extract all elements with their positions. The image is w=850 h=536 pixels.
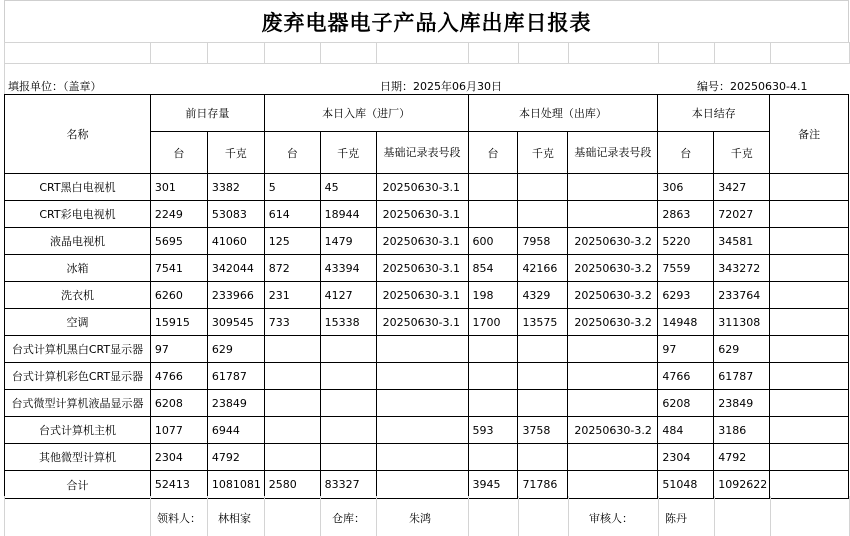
prev-units-cell: 4766: [150, 363, 207, 390]
out-kg-cell: 71786: [518, 471, 568, 499]
prev-units-cell: 6260: [150, 282, 207, 309]
in-kg-cell: 83327: [320, 471, 376, 499]
out-units-cell: [468, 390, 518, 417]
in-units-cell: 231: [264, 282, 320, 309]
out-kg-cell: 4329: [518, 282, 568, 309]
bal-units-cell: 7559: [658, 255, 714, 282]
in-units-cell: 733: [264, 309, 320, 336]
note-cell: [770, 201, 849, 228]
note-cell: [770, 444, 849, 471]
product-name-cell: 台式微型计算机液晶显示器: [5, 390, 151, 417]
out-ref-cell: [568, 336, 658, 363]
out-ref-cell: 20250630-3.2: [568, 228, 658, 255]
header-out-kg: 千克: [518, 132, 568, 174]
header-outbound: 本日处理（出库）: [468, 95, 658, 132]
in-units-cell: 2580: [264, 471, 320, 499]
bal-kg-cell: 3427: [714, 174, 770, 201]
bal-kg-cell: 34581: [714, 228, 770, 255]
prev-kg-cell: 53083: [207, 201, 264, 228]
header-out-ref: 基础记录表号段: [568, 132, 658, 174]
out-ref-cell: [568, 363, 658, 390]
product-name-cell: 台式计算机彩色CRT显示器: [5, 363, 151, 390]
bal-units-cell: 4766: [658, 363, 714, 390]
warehouse-label: 仓库：: [332, 512, 365, 525]
out-ref-cell: 20250630-3.2: [568, 309, 658, 336]
product-name-cell: 液晶电视机: [5, 228, 151, 255]
table-row: [5, 309, 849, 336]
in-ref-cell: 20250630-3.1: [376, 228, 468, 255]
out-ref-cell: [568, 174, 658, 201]
bal-units-cell: 6208: [658, 390, 714, 417]
bal-kg-cell: 629: [714, 336, 770, 363]
out-kg-cell: 7958: [518, 228, 568, 255]
note-cell: [770, 255, 849, 282]
receiver-name: 林相家: [218, 512, 251, 525]
bal-units-cell: 5220: [658, 228, 714, 255]
out-kg-cell: [518, 363, 568, 390]
out-kg-cell: [518, 390, 568, 417]
product-name-cell: CRT彩电电视机: [5, 201, 151, 228]
in-ref-cell: [376, 471, 468, 499]
in-ref-cell: 20250630-3.1: [376, 282, 468, 309]
note-cell: [770, 390, 849, 417]
prev-kg-cell: 41060: [207, 228, 264, 255]
in-kg-cell: 4127: [320, 282, 376, 309]
table-row: [5, 201, 849, 228]
prev-units-cell: 6208: [150, 390, 207, 417]
table-row: [5, 444, 849, 471]
prev-units-cell: 301: [150, 174, 207, 201]
total-row: [5, 471, 849, 499]
bal-kg-cell: 61787: [714, 363, 770, 390]
in-units-cell: [264, 417, 320, 444]
out-kg-cell: 42166: [518, 255, 568, 282]
out-units-cell: [468, 174, 518, 201]
header-note: 备注: [770, 95, 849, 174]
in-kg-cell: 45: [320, 174, 376, 201]
header-in-ref: 基础记录表号段: [376, 132, 468, 174]
in-ref-cell: [376, 444, 468, 471]
in-kg-cell: 1479: [320, 228, 376, 255]
note-cell: [770, 309, 849, 336]
in-kg-cell: 15338: [320, 309, 376, 336]
bal-units-cell: 97: [658, 336, 714, 363]
header-row-1: [5, 95, 849, 132]
in-units-cell: [264, 336, 320, 363]
in-kg-cell: [320, 444, 376, 471]
product-name-cell: 冰箱: [5, 255, 151, 282]
out-units-cell: [468, 444, 518, 471]
out-units-cell: 1700: [468, 309, 518, 336]
out-kg-cell: [518, 174, 568, 201]
prev-units-cell: 15915: [150, 309, 207, 336]
prev-kg-cell: 4792: [207, 444, 264, 471]
out-kg-cell: [518, 201, 568, 228]
table-row: [5, 174, 849, 201]
reviewer-name: 陈丹: [665, 512, 687, 525]
prev-units-cell: 52413: [150, 471, 207, 499]
in-units-cell: 614: [264, 201, 320, 228]
out-units-cell: 198: [468, 282, 518, 309]
in-units-cell: 872: [264, 255, 320, 282]
note-cell: [770, 363, 849, 390]
prev-kg-cell: 61787: [207, 363, 264, 390]
prev-kg-cell: 3382: [207, 174, 264, 201]
bal-kg-cell: 23849: [714, 390, 770, 417]
in-ref-cell: 20250630-3.1: [376, 174, 468, 201]
in-ref-cell: [376, 390, 468, 417]
product-name-cell: CRT黑白电视机: [5, 174, 151, 201]
header-prev-kg: 千克: [207, 132, 264, 174]
out-ref-cell: [568, 390, 658, 417]
in-ref-cell: [376, 363, 468, 390]
warehouse-name: 朱鸿: [409, 512, 431, 525]
in-ref-cell: [376, 417, 468, 444]
bal-kg-cell: 311308: [714, 309, 770, 336]
out-ref-cell: [568, 201, 658, 228]
note-cell: [770, 471, 849, 499]
header-prev-units: 台: [150, 132, 207, 174]
signature-row: [4, 496, 849, 536]
table-row: [5, 336, 849, 363]
in-kg-cell: [320, 390, 376, 417]
out-kg-cell: 13575: [518, 309, 568, 336]
report-date: 日期：2025年06月30日: [380, 80, 502, 93]
bal-kg-cell: 1092622: [714, 471, 770, 499]
reviewer-label: 审核人：: [589, 512, 633, 525]
bal-kg-cell: 233764: [714, 282, 770, 309]
in-kg-cell: [320, 363, 376, 390]
product-name-cell: 台式计算机黑白CRT显示器: [5, 336, 151, 363]
prev-units-cell: 97: [150, 336, 207, 363]
out-ref-cell: [568, 444, 658, 471]
in-units-cell: 125: [264, 228, 320, 255]
bal-units-cell: 51048: [658, 471, 714, 499]
report-sheet: [4, 0, 849, 536]
report-number: 编号：20250630-4.1: [697, 80, 808, 93]
out-units-cell: [468, 363, 518, 390]
note-cell: [770, 336, 849, 363]
prev-kg-cell: 629: [207, 336, 264, 363]
report-title: 废弃电器电子产品入库出库日报表: [4, 0, 849, 42]
in-ref-cell: 20250630-3.1: [376, 309, 468, 336]
header-in-units: 台: [264, 132, 320, 174]
header-inbound: 本日入库（进厂）: [264, 95, 468, 132]
out-units-cell: 3945: [468, 471, 518, 499]
prev-kg-cell: 1081081: [207, 471, 264, 499]
out-ref-cell: 20250630-3.2: [568, 255, 658, 282]
in-kg-cell: [320, 336, 376, 363]
prev-kg-cell: 6944: [207, 417, 264, 444]
bal-units-cell: 484: [658, 417, 714, 444]
prev-kg-cell: 342044: [207, 255, 264, 282]
reporting-unit-label: 填报单位：（盖章）: [8, 80, 102, 93]
info-row: [4, 64, 849, 94]
in-units-cell: 5: [264, 174, 320, 201]
table-row: [5, 390, 849, 417]
bal-kg-cell: 4792: [714, 444, 770, 471]
bal-units-cell: 2863: [658, 201, 714, 228]
header-out-units: 台: [468, 132, 518, 174]
prev-units-cell: 5695: [150, 228, 207, 255]
in-units-cell: [264, 363, 320, 390]
bal-kg-cell: 72027: [714, 201, 770, 228]
table-row: [5, 255, 849, 282]
product-name-cell: 空调: [5, 309, 151, 336]
out-ref-cell: 20250630-3.2: [568, 417, 658, 444]
bal-units-cell: 306: [658, 174, 714, 201]
prev-units-cell: 1077: [150, 417, 207, 444]
prev-kg-cell: 23849: [207, 390, 264, 417]
in-kg-cell: [320, 417, 376, 444]
in-ref-cell: 20250630-3.1: [376, 201, 468, 228]
bal-units-cell: 14948: [658, 309, 714, 336]
header-balance: 本日结存: [658, 95, 770, 132]
note-cell: [770, 228, 849, 255]
product-name-cell: 其他微型计算机: [5, 444, 151, 471]
header-in-kg: 千克: [320, 132, 376, 174]
in-ref-cell: 20250630-3.1: [376, 255, 468, 282]
out-ref-cell: [568, 471, 658, 499]
out-kg-cell: 3758: [518, 417, 568, 444]
in-units-cell: [264, 444, 320, 471]
table-row: [5, 228, 849, 255]
prev-units-cell: 7541: [150, 255, 207, 282]
note-cell: [770, 417, 849, 444]
header-bal-units: 台: [658, 132, 714, 174]
note-cell: [770, 174, 849, 201]
prev-units-cell: 2249: [150, 201, 207, 228]
table-row: [5, 417, 849, 444]
inventory-table: [4, 94, 849, 499]
in-ref-cell: [376, 336, 468, 363]
out-units-cell: [468, 336, 518, 363]
bal-units-cell: 2304: [658, 444, 714, 471]
out-kg-cell: [518, 444, 568, 471]
bal-units-cell: 6293: [658, 282, 714, 309]
out-units-cell: 600: [468, 228, 518, 255]
receiver-label: 领料人：: [157, 512, 201, 525]
out-units-cell: 593: [468, 417, 518, 444]
out-units-cell: [468, 201, 518, 228]
blank-row: [4, 42, 849, 64]
bal-kg-cell: 343272: [714, 255, 770, 282]
header-name: 名称: [5, 95, 151, 174]
product-name-cell: 洗衣机: [5, 282, 151, 309]
bal-kg-cell: 3186: [714, 417, 770, 444]
header-bal-kg: 千克: [714, 132, 770, 174]
prev-kg-cell: 309545: [207, 309, 264, 336]
out-kg-cell: [518, 336, 568, 363]
in-kg-cell: 43394: [320, 255, 376, 282]
prev-kg-cell: 233966: [207, 282, 264, 309]
product-name-cell: 台式计算机主机: [5, 417, 151, 444]
note-cell: [770, 282, 849, 309]
table-row: [5, 363, 849, 390]
header-prev-stock: 前日存量: [150, 95, 264, 132]
in-units-cell: [264, 390, 320, 417]
in-kg-cell: 18944: [320, 201, 376, 228]
out-units-cell: 854: [468, 255, 518, 282]
out-ref-cell: 20250630-3.2: [568, 282, 658, 309]
table-row: [5, 282, 849, 309]
product-name-cell: 合计: [5, 471, 151, 499]
prev-units-cell: 2304: [150, 444, 207, 471]
